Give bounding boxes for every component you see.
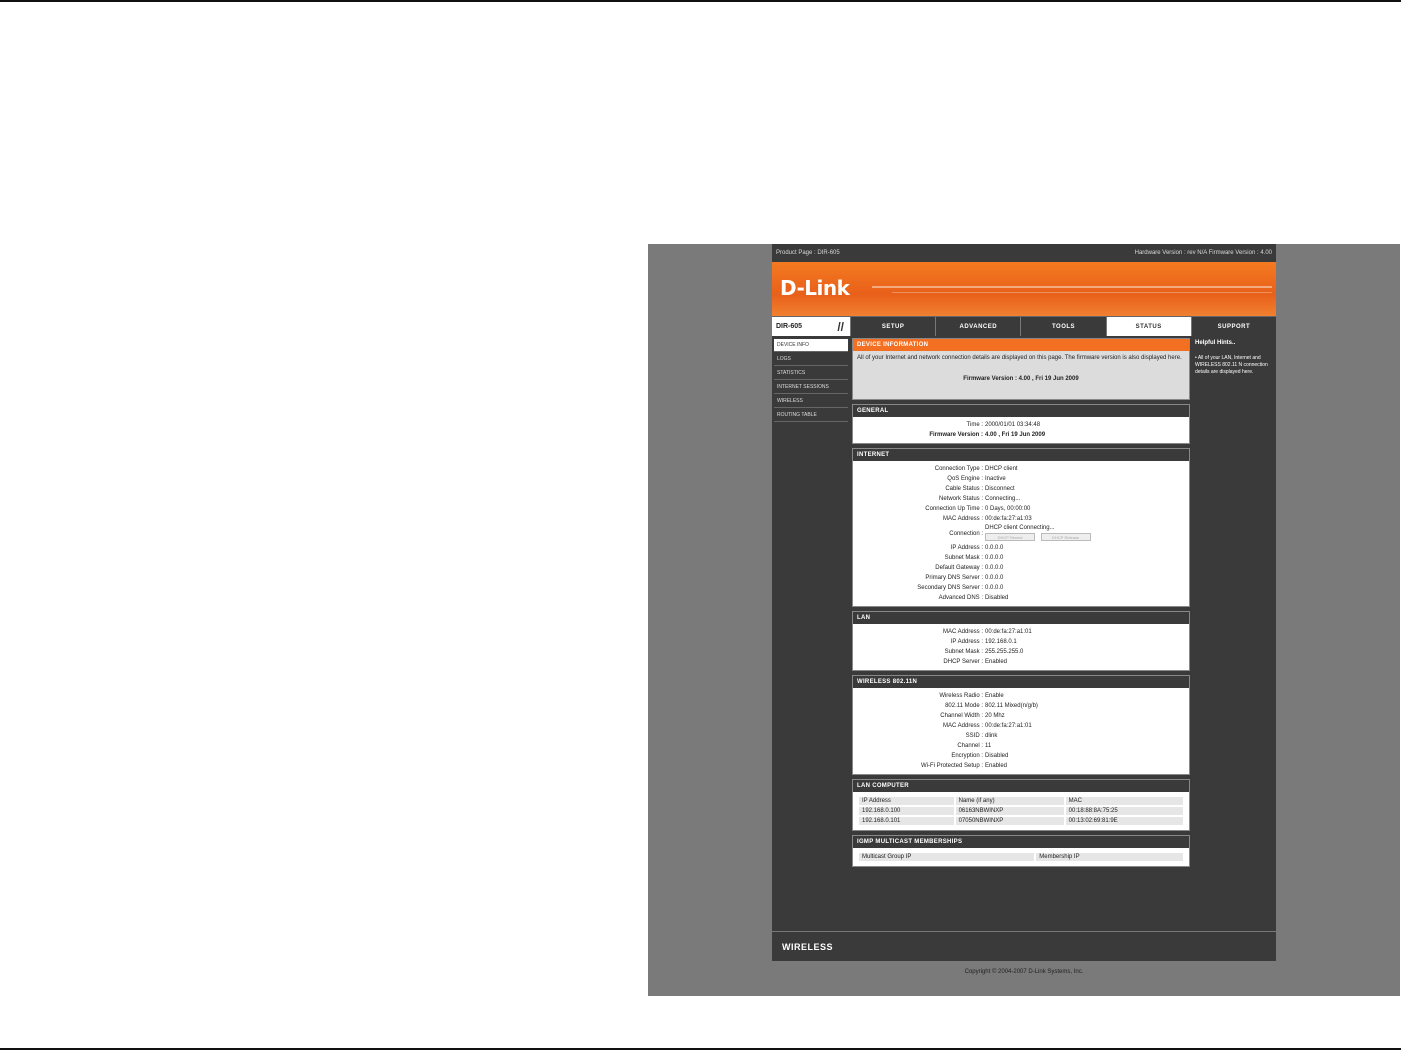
general-section [852,404,1190,444]
lan-computer-table [857,795,1185,827]
content-area [772,336,1276,931]
connection-row [857,524,1185,543]
section-title: DEVICE INFORMATION [853,339,1189,351]
info-label: Channel Width : [940,713,983,719]
info-value: 20 Mhz [985,713,1005,719]
info-label: QoS Engine : [947,476,983,482]
sidebar-item-routing-table[interactable]: ROUTING TABLE [774,409,848,422]
table-row [859,817,1183,825]
info-label: MAC Address : [942,723,983,729]
footer-bar [772,931,1276,961]
tab-bar [850,317,1276,336]
info-label: Time : [966,422,983,428]
info-label: Default Gateway : [935,565,983,571]
internet-section [852,448,1190,607]
column-header: MAC [1066,797,1183,805]
table-cell: 00:18:88:8A:75:25 [1066,807,1183,815]
info-value: 0.0.0.0 [985,545,1004,551]
info-row [857,504,1185,514]
section-title: INTERNET [853,449,1189,461]
info-label: SSID : [965,733,983,739]
footer-wireless-label: WIRELESS [782,941,834,952]
router-page [772,244,1276,975]
igmp-section [852,835,1190,867]
info-row [857,741,1185,751]
info-row [857,494,1185,504]
info-value: Enable [985,693,1004,699]
info-value: 255.255.255.0 [985,649,1024,655]
sidebar [772,336,850,931]
hints-title: Helpful Hints.. [1195,340,1236,346]
sidebar-item-internet-sessions[interactable]: INTERNET SESSIONS [774,381,848,394]
info-label: Connection Type : [934,466,983,472]
info-row [857,484,1185,494]
tab-tools[interactable]: TOOLS [1020,317,1105,336]
info-label: Network Status : [938,496,983,502]
model-label [772,317,850,336]
info-label: DHCP Server : [943,659,983,665]
info-value: Connecting... [985,496,1021,502]
info-label: MAC Address : [942,516,983,522]
info-value: Disabled [985,595,1009,601]
info-row [857,593,1185,603]
info-value: Enabled [985,763,1008,769]
main-nav [772,316,1276,336]
helpful-hints [1192,336,1274,931]
brand-banner [772,262,1276,316]
info-row [857,731,1185,741]
info-label: IP Address : [950,545,983,551]
info-row [857,627,1185,637]
info-row [857,701,1185,711]
main-panel [852,336,1190,931]
version-text: Hardware Version : rev N/A Firmware Version : 4.00 [1134,250,1272,256]
tab-status[interactable]: STATUS [1106,317,1191,336]
hints-text: • All of your LAN, Internet and WIRELESS 802.11 N connection details are displayed here. [1195,355,1268,375]
table-cell: 192.168.0.100 [859,807,954,815]
info-value: dlink [985,733,998,739]
section-title: LAN [853,612,1189,624]
info-value: Disabled [985,753,1009,759]
info-row [857,553,1185,563]
info-row [857,514,1185,524]
sidebar-item-device-info[interactable]: DEVICE INFO [774,339,848,352]
info-row [857,563,1185,573]
bottom-rule [0,1048,1401,1050]
info-value: 0.0.0.0 [985,575,1004,581]
info-label: IP Address : [950,639,983,645]
banner-swoosh-2 [892,292,1272,293]
info-row [857,647,1185,657]
dhcp-release-button[interactable]: DHCP Release [1041,533,1091,541]
sidebar-item-statistics[interactable]: STATISTICS [774,367,848,380]
info-value: 2000/01/01 03:34:48 [985,422,1041,428]
intro-text: All of your Internet and network connection details are displayed on this page. The firmware version is also displayed here. [857,355,1182,361]
tab-setup[interactable]: SETUP [850,317,935,336]
info-row [857,751,1185,761]
column-header: Membership IP [1036,853,1183,861]
sidebar-item-wireless[interactable]: WIRELESS [774,395,848,408]
info-value: 802.11 Mixed(n/g/b) [985,703,1038,709]
slashes-decoration: // [837,319,844,334]
info-value: 0.0.0.0 [985,585,1004,591]
sidebar-item-logs[interactable]: LOGS [774,353,848,366]
lan-computer-section [852,779,1190,831]
info-row [857,583,1185,593]
info-row [857,721,1185,731]
info-label: Channel : [957,743,983,749]
info-row [857,464,1185,474]
info-label: Connection Up Time : [925,506,983,512]
info-value: DHCP client [985,466,1018,472]
info-value: 00:de:fa:27:a1:01 [985,723,1032,729]
info-label: Primary DNS Server : [925,575,983,581]
info-row [857,657,1185,667]
product-page-text: Product Page : DIR-605 [776,250,840,256]
router-status-screenshot [648,244,1400,996]
info-label: Subnet Mask : [944,555,983,561]
tab-support[interactable]: SUPPORT [1191,317,1276,336]
device-info-section [852,338,1190,400]
info-row [857,691,1185,701]
column-header: Name (if any) [956,797,1064,805]
info-row [857,420,1185,430]
info-value: 0.0.0.0 [985,565,1004,571]
info-label: MAC Address : [942,629,983,635]
table-cell: 07050NBWINXP [956,817,1064,825]
info-row [857,637,1185,647]
section-title: WIRELESS 802.11N [853,676,1189,688]
section-title: LAN COMPUTER [853,780,1189,792]
info-label: Cable Status : [945,486,983,492]
connection-label: Connection : [949,531,983,537]
column-header: Multicast Group IP [859,853,1034,861]
wireless-section [852,675,1190,775]
info-row [857,573,1185,583]
info-row [857,430,1185,440]
table-row [859,807,1183,815]
banner-swoosh [872,286,1272,288]
info-value: Inactive [985,476,1006,482]
info-row [857,543,1185,553]
info-label: Encryption : [951,753,983,759]
info-value: 00:de:fa:27:a1:01 [985,629,1032,635]
table-cell: 00:13:02:69:81:9E [1066,817,1183,825]
firmware-line: Firmware Version : 4.00 , Fri 19 Jun 2009 [963,376,1079,382]
table-cell: 06163NBWINXP [956,807,1064,815]
table-cell: 192.168.0.101 [859,817,954,825]
column-header: IP Address [859,797,954,805]
model-name: DIR-605 [776,323,803,330]
section-title: GENERAL [853,405,1189,417]
copyright-text: Copyright © 2004-2007 D-Link Systems, Inc. [964,969,1084,975]
info-label: Wi-Fi Protected Setup : [920,763,983,769]
dhcp-renew-button[interactable]: DHCP Renew [985,533,1035,541]
info-value: 4.00 , Fri 19 Jun 2009 [985,432,1046,438]
section-title: IGMP MULTICAST MEMBERSHIPS [853,836,1189,848]
top-rule [0,0,1401,2]
info-label: Advanced DNS : [938,595,983,601]
info-value: 0.0.0.0 [985,555,1004,561]
info-value: 0 Days, 00:00:00 [985,506,1031,512]
connection-value: DHCP client Connecting... [985,525,1055,531]
info-row [857,474,1185,484]
info-label: Firmware Version : [929,432,983,438]
tab-advanced[interactable]: ADVANCED [935,317,1020,336]
dlink-logo: D-Link [780,276,850,300]
lan-section [852,611,1190,671]
info-label: Secondary DNS Server : [917,585,983,591]
info-value: 11 [985,743,992,749]
info-label: Wireless Radio : [939,693,983,699]
info-value: 192.168.0.1 [985,639,1017,645]
igmp-table [857,851,1185,863]
info-row [857,761,1185,771]
top-info-bar [772,244,1276,262]
info-value: Disconnect [985,486,1015,492]
info-value: 00:de:fa:27:a1:03 [985,516,1032,522]
info-label: 802.11 Mode : [945,703,983,709]
info-label: Subnet Mask : [944,649,983,655]
info-row [857,711,1185,721]
info-value: Enabled [985,659,1008,665]
